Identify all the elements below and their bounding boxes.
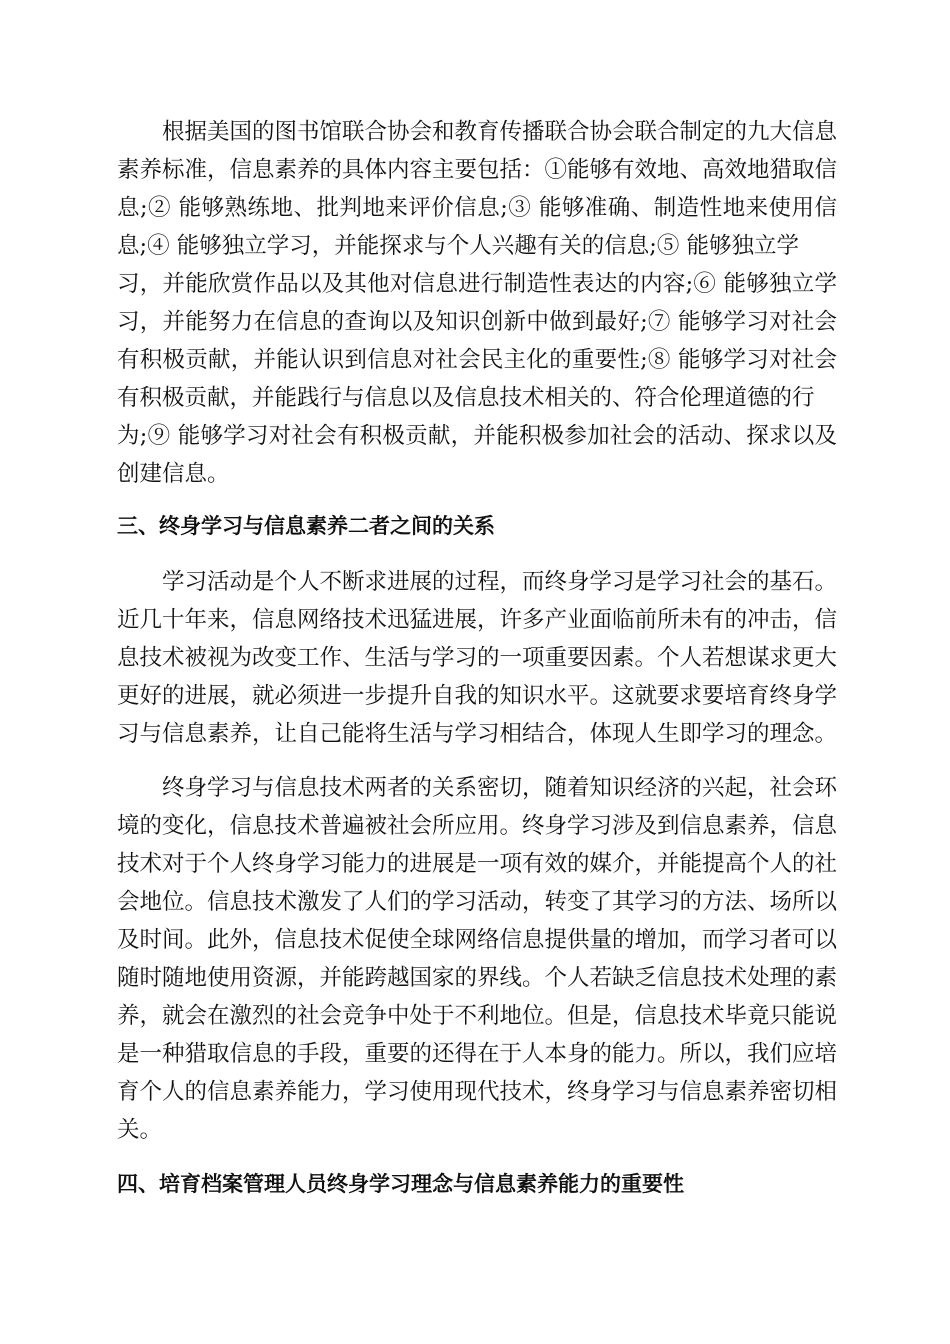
paragraph-line: 素养标准，信息素养的具体内容主要包括：①能够有效地、高效地猎取信 — [117, 157, 838, 183]
paragraph-line: 育个人的信息素养能力，学习使用现代技术，终身学习与信息素养密切相 — [117, 1079, 838, 1105]
section-heading-3: 三、终身学习与信息素养二者之间的关系 — [117, 514, 495, 538]
paragraph-line: 为;⑨ 能够学习对社会有积极贡献，并能积极参加社会的活动、探求以及 — [117, 423, 837, 449]
paragraph-line: 终身学习与信息技术两者的关系密切，随着知识经济的兴起，社会环 — [162, 775, 838, 801]
paragraph-line: 有积极贡献，并能认识到信息对社会民主化的重要性;⑧ 能够学习对社会 — [117, 347, 837, 373]
paragraph-line: 会地位。信息技术激发了人们的学习活动，转变了其学习的方法、场所以 — [117, 889, 838, 915]
paragraph-line: 创建信息。 — [117, 461, 230, 487]
paragraph-line: 境的变化，信息技术普遍被社会所应用。终身学习涉及到信息素养，信息 — [117, 813, 838, 839]
paragraph-line: 关。 — [117, 1117, 163, 1143]
paragraph-line: 习，并能努力在信息的查询以及知识创新中做到最好;⑦ 能够学习对社会 — [117, 309, 837, 335]
paragraph-line: 更好的进展，就必须进一步提升自我的知识水平。这就要求要培育终身学 — [117, 683, 838, 709]
paragraph-line: 随时随地使用资源，并能跨越国家的界线。个人若缺乏信息技术处理的素 — [117, 965, 838, 991]
paragraph-line: 根据美国的图书馆联合协会和教育传播联合协会联合制定的九大信息 — [162, 119, 838, 145]
paragraph-line: 技术对于个人终身学习能力的进展是一项有效的媒介，并能提高个人的社 — [117, 851, 838, 877]
paragraph-line: 息;② 能够熟练地、批判地来评价信息;③ 能够准确、制造性地来使用信 — [117, 195, 837, 221]
paragraph-line: 及时间。此外，信息技术促使全球网络信息提供量的增加，而学习者可以 — [117, 927, 838, 953]
paragraph-line: 息技术被视为改变工作、生活与学习的一项重要因素。个人若想谋求更大 — [117, 645, 838, 671]
paragraph-line: 学习活动是个人不断求进展的过程，而终身学习是学习社会的基石。 — [162, 569, 838, 595]
paragraph-line: 是一种猎取信息的手段，重要的还得在于人本身的能力。所以，我们应培 — [117, 1041, 838, 1067]
paragraph-line: 习，并能欣赏作品以及其他对信息进行制造性表达的内容;⑥ 能够独立学 — [117, 271, 837, 297]
paragraph-line: 息;④ 能够独立学习，并能探求与个人兴趣有关的信息;⑤ 能够独立学 — [117, 233, 799, 259]
paragraph-line: 习与信息素养，让自己能将生活与学习相结合，体现人生即学习的理念。 — [117, 721, 838, 747]
paragraph-line: 有积极贡献，并能践行与信息以及信息技术相关的、符合伦理道德的行 — [117, 385, 815, 411]
paragraph-line: 养，就会在激烈的社会竞争中处于不利地位。但是，信息技术毕竟只能说 — [117, 1003, 838, 1029]
section-heading-4: 四、培育档案管理人员终身学习理念与信息素养能力的重要性 — [117, 1172, 684, 1196]
paragraph-line: 近几十年来，信息网络技术迅猛进展，许多产业面临前所未有的冲击，信 — [117, 607, 838, 633]
